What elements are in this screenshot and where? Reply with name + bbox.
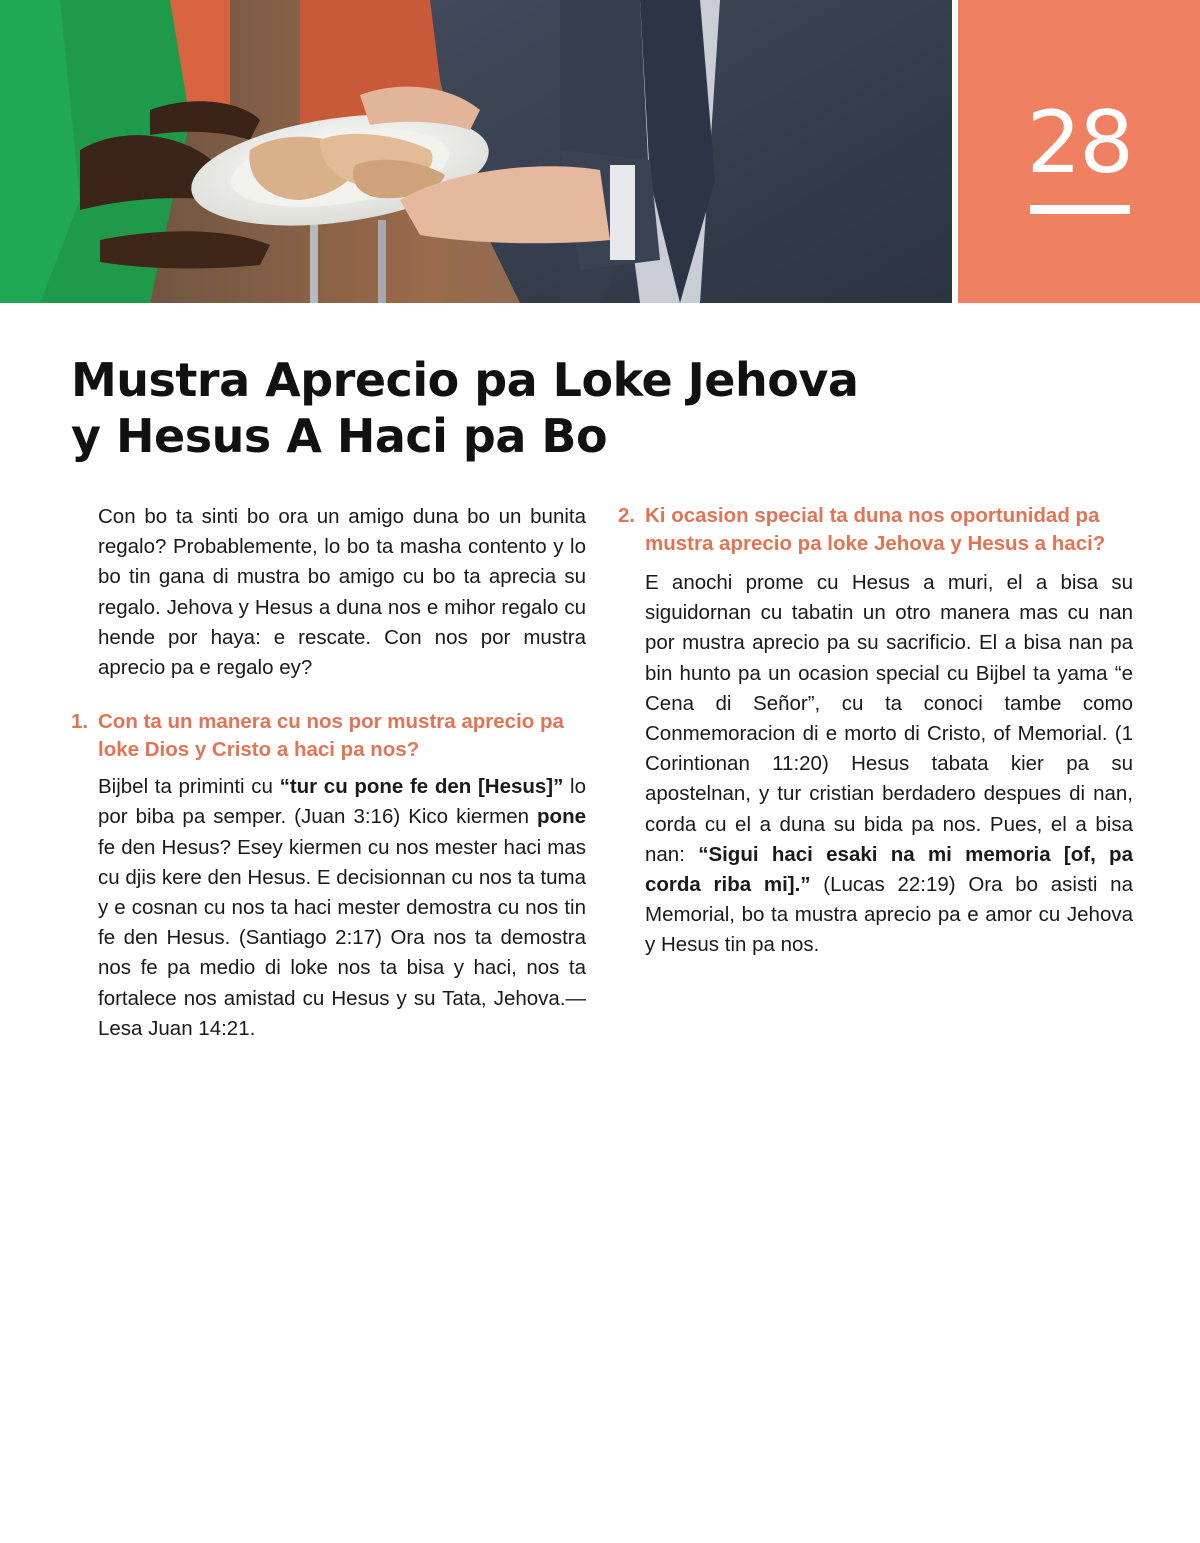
answer-1-text-b: lo por biba pa semper. (Juan 3:16) Kico kiermen <box>98 775 586 829</box>
page-title-line-1: Mustra Aprecio pa Loke Jehova <box>71 353 859 407</box>
answer-2-paragraph <box>618 568 1133 961</box>
right-column <box>618 502 1133 961</box>
header-photo <box>0 0 952 303</box>
answer-2-bold-quote: “Sigui haci esaki na mi memoria [of, pa corda riba mi].” <box>645 842 1133 897</box>
answer-1-text-c: fe den Hesus? Esey kiermen cu nos mester haci mas cu djis kere den Hesus. E decisionnan cu nos ta tuma y e cosnan cu nos ta haci mester demostra cu nos tin fe den Hesus. (Santiago 2:17) Ora nos ta demostra nos fe pa medio di loke nos ta bisa y haci, nos ta fortalece nos amistad cu Hesus y su Tata, Jehova.—Lesa Juan 14:21. <box>98 835 586 1040</box>
page-title-line-2: y Hesus A Haci pa Bo <box>71 409 608 463</box>
question-2-text: Ki ocasion special ta duna nos oportunidad pa mustra aprecio pa loke Jehova y Hesus a haci? <box>645 504 1106 555</box>
question-2-number: 2. <box>618 504 636 527</box>
lesson-number-box <box>958 0 1200 303</box>
intro-paragraph: Con bo ta sinti bo ora un amigo duna bo un bunita regalo? Probablemente, lo bo ta masha contento y lo bo tin gana di mustra bo amigo cu bo ta aprecia su regalo. Jehova y Hesus a duna nos e mihor regalo cu hende por haya: e rescate. Con nos por mustra aprecio pa e regalo ey? <box>98 505 586 680</box>
lesson-number-underline <box>1030 205 1130 214</box>
question-1 <box>71 708 586 764</box>
left-column <box>71 502 586 1044</box>
question-2 <box>618 502 1133 558</box>
answer-2-text-b: (Lucas 22:19) Ora bo asisti na Memorial, bo ta mustra aprecio pa e amor cu Jehova y Hesus tin pa nos. <box>645 873 1133 957</box>
answer-2-text-a: E anochi prome cu Hesus a muri, el a bisa su siguidornan cu tabatin un otro manera mas cu nan por mustra aprecio pa su sacrificio. El a bisa nan pa bin hunto pa un ocasion special cu Bijbel ta yama “e Cena di Señor”, cu ta conoci tambe como Conmemoracion di e morto di Cristo, of Memorial. (1 Corintionan 11:20) Hesus tabata kier pa su apostelnan, y tur cristian berdadero despues di nan, corda cu el a duna su bida pa nos. Pues, el a bisa nan: <box>645 571 1133 866</box>
answer-1-bold-word: pone <box>537 805 586 829</box>
question-1-text: Con ta un manera cu nos por mustra aprecio pa loke Dios y Cristo a haci pa nos? <box>98 710 564 762</box>
answer-1-bold-quote: “tur cu pone fe den [Hesus]” <box>279 775 564 799</box>
answer-1-text-a: Bijbel ta priminti cu <box>98 775 280 799</box>
page-title <box>71 352 891 464</box>
answer-1-paragraph <box>71 772 586 1044</box>
lesson-number: 28 <box>1026 93 1132 193</box>
question-1-number: 1. <box>71 710 89 734</box>
